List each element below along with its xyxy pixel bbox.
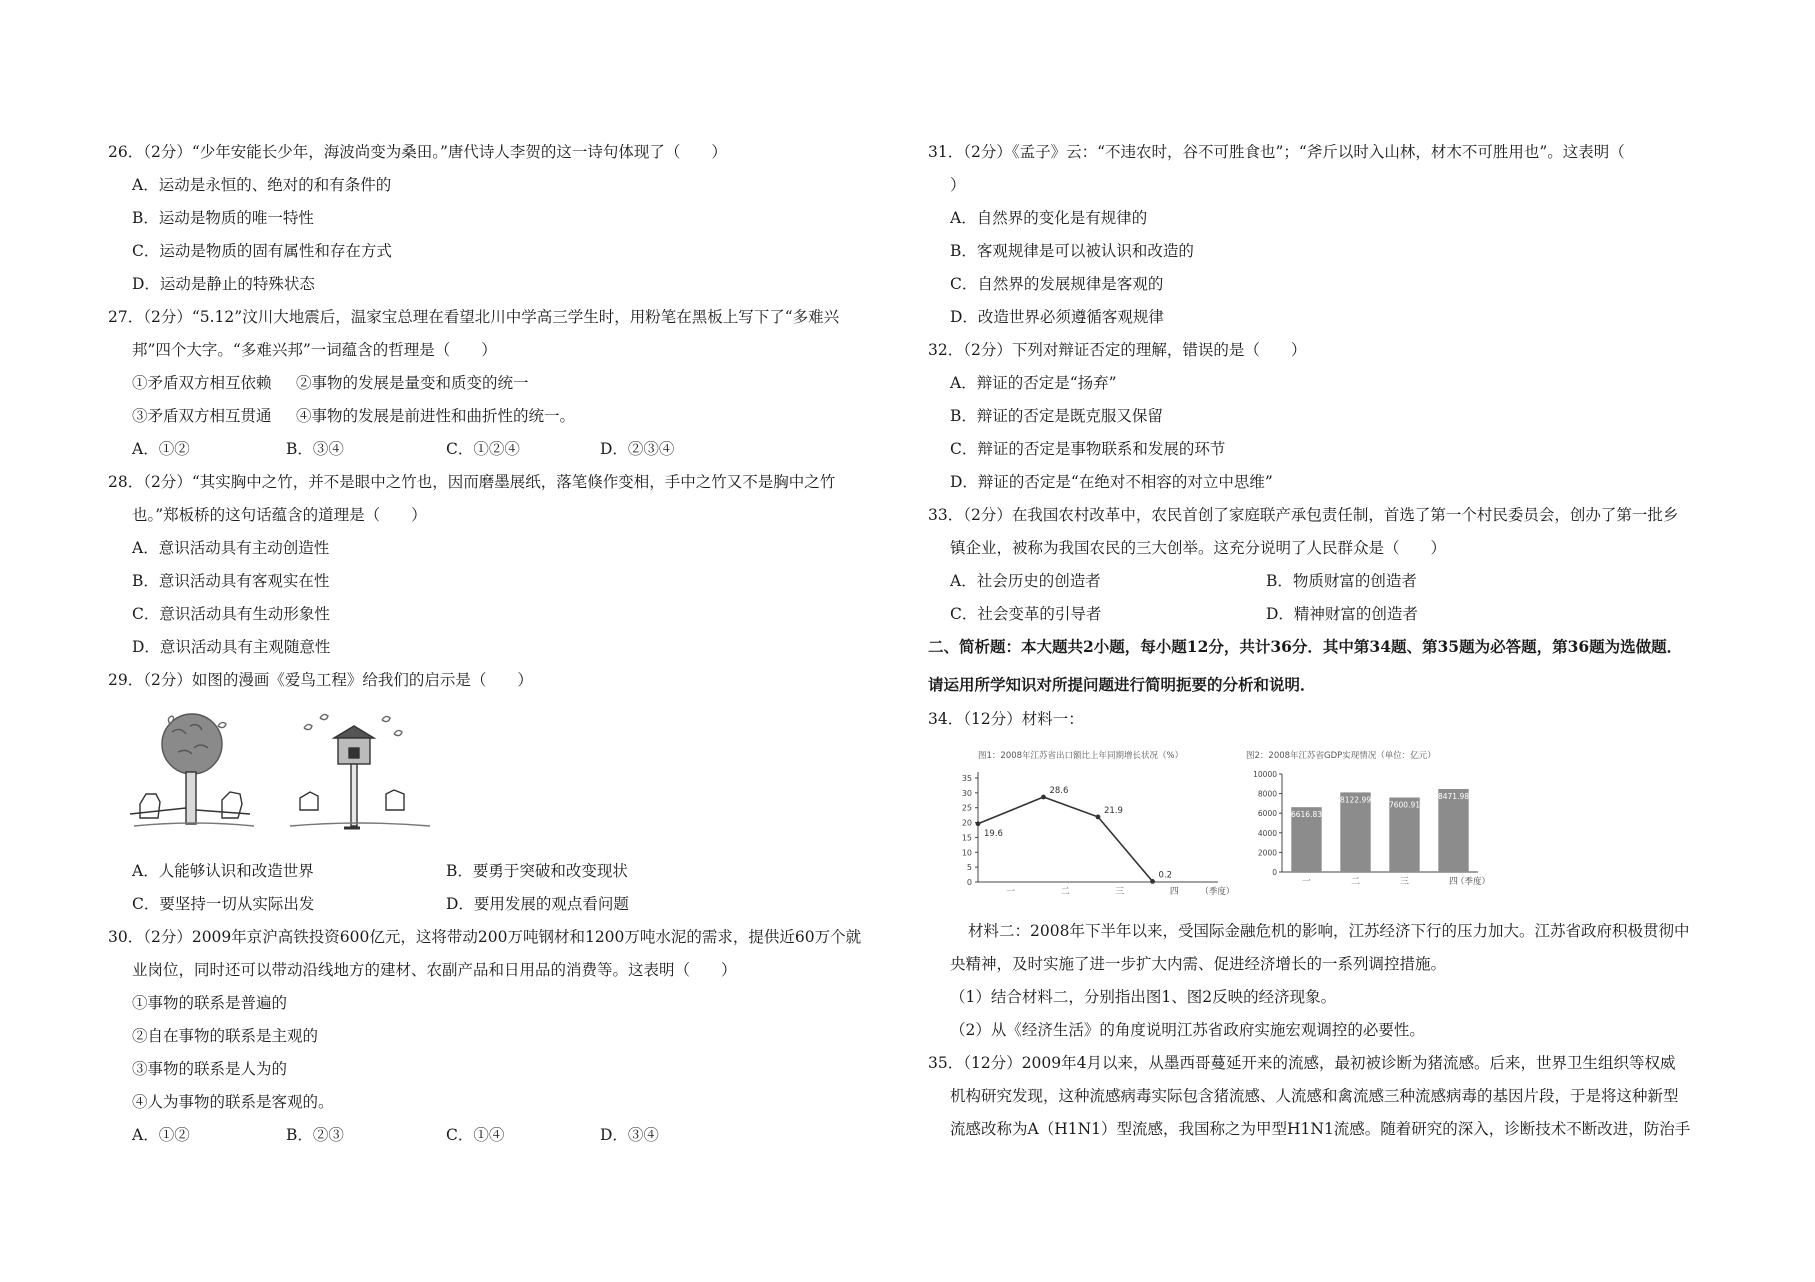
chart2-y-tick-label: 10000	[1253, 770, 1277, 779]
q30-statement-1: ①事物的联系是普遍的	[132, 994, 288, 1012]
q29-option-b: B．要勇于突破和改变现状	[446, 862, 628, 880]
chart1-y-tick-label: 5	[966, 863, 972, 873]
chart1-x-tick-label: 四	[1169, 887, 1179, 896]
chart1-data-label: 28.6	[1049, 786, 1069, 797]
chart1-x-tick-label: 三	[1115, 887, 1125, 896]
chart2-x-unit-label: （季度）	[1456, 877, 1491, 887]
chart1-point	[1041, 795, 1046, 800]
q29-option-c: C．要坚持一切从实际出发	[132, 895, 315, 913]
q27-stem-line1: 27．（2分）“5.12”汶川大地震后，温家宝总理在看望北川中学高三学生时，用粉笔在黑板上写下了“多难兴	[108, 308, 840, 326]
q34-part-2: （2）从《经济生活》的角度说明江苏省政府实施宏观调控的必要性。	[950, 1021, 1425, 1039]
q30-option-b: B．②③	[286, 1126, 344, 1144]
q32-option-b: B．辩证的否定是既克服又保留	[950, 407, 1163, 425]
q30-stem-line2: 业岗位，同时还可以带动沿线地方的建材、农副产品和日用品的消费等。这表明（ ）	[132, 961, 737, 979]
q34-material2-line1: 材料二：2008年下半年以来，受国际金融危机的影响，江苏经济下行的压力加大。江苏省政府积极贯彻中	[968, 922, 1690, 940]
q28-stem-line2: 也。”郑板桥的这句话蕴含的道理是（ ）	[132, 506, 427, 524]
chart2-data-label: 7600.91	[1388, 800, 1421, 810]
q35-line1: 35．（12分）2009年4月以来，从墨西哥蔓延开来的流感，最初被诊断为猪流感。后来，世界卫生组织等权威	[928, 1054, 1676, 1072]
chart2-data-label: 6616.83	[1290, 810, 1323, 820]
q35-line2: 机构研究发现，这种流感病毒实际包含猪流感、人流感和禽流感三种流感病毒的基因片段，于是将这种新型	[950, 1087, 1679, 1105]
chart1-x-tick-label: 一	[1006, 887, 1016, 896]
chart2-bar	[1438, 789, 1468, 872]
q34-material2-line2: 央精神，及时实施了进一步扩大内需、促进经济增长的一系列调控措施。	[950, 955, 1447, 973]
q29-stem: 29．（2分）如图的漫画《爱鸟工程》给我们的启示是（ ）	[108, 671, 533, 689]
q29-option-d: D．要用发展的观点看问题	[446, 895, 629, 913]
q32-stem: 32．（2分）下列对辩证否定的理解，错误的是（ ）	[928, 341, 1307, 359]
q27-option-c: C．①②④	[446, 440, 520, 458]
q31-stem-line1: 31．（2分）《孟子》云：“不违农时，谷不可胜食也”；“斧斤以时入山林，材木不可胜用也”。这表明（	[928, 143, 1625, 161]
chart1-x-tick-label: 二	[1060, 887, 1070, 896]
q26-option-a: A．运动是永恒的、绝对的和有条件的	[132, 176, 392, 194]
chart2-data-label: 8471.98	[1437, 791, 1470, 801]
section-2-line1: 二、简析题：本大题共2小题，每小题12分，共计36分．其中第34题、第35题为必答题，第36题为选做题．	[928, 637, 1683, 656]
chart1-y-tick-label: 30	[961, 788, 972, 798]
q31-stem-line2: ）	[950, 176, 966, 194]
q27-option-a: A．①②	[132, 440, 190, 458]
q31-option-d: D．改造世界必须遵循客观规律	[950, 308, 1164, 326]
q28-option-b: B．意识活动具有客观实在性	[132, 572, 330, 590]
q27-statement-3: ③矛盾双方相互贯通	[132, 407, 272, 425]
chart1-y-tick-label: 0	[966, 878, 972, 887]
q34-stem: 34．（12分）材料一：	[928, 710, 1084, 728]
chart1-y-tick-label: 35	[961, 774, 972, 783]
chart2-y-tick-label: 8000	[1257, 789, 1277, 799]
q26-stem: 26．（2分）“少年安能长少年，海波尚变为桑田。”唐代诗人李贺的这一诗句体现了（ ）	[108, 143, 727, 161]
chart2-x-tick-label: 二	[1350, 877, 1361, 887]
chart1-title: 图1：2008年江苏省出口额比上年同期增长状况（%）	[978, 751, 1184, 761]
chart1-point	[1096, 815, 1101, 820]
chart1-point	[976, 821, 981, 826]
chart1-y-tick-label: 10	[961, 848, 972, 858]
chart2-y-tick-label: 0	[1272, 868, 1277, 877]
q31-option-c: C．自然界的发展规律是客观的	[950, 275, 1164, 293]
chart1-y-tick-label: 20	[961, 818, 972, 828]
q26-option-d: D．运动是静止的特殊状态	[132, 275, 315, 293]
q27-stem-line2: 邦”四个大字。“多难兴邦”一词蕴含的哲理是（ ）	[132, 341, 497, 359]
q31-option-a: A．自然界的变化是有规律的	[950, 209, 1148, 227]
chart1-y-tick-label: 25	[961, 803, 972, 813]
q28-option-c: C．意识活动具有生动形象性	[132, 605, 330, 623]
q28-option-a: A．意识活动具有主动创造性	[132, 539, 330, 557]
chart1-y-tick-label: 15	[961, 833, 972, 843]
q30-statement-2: ②自在事物的联系是主观的	[132, 1027, 319, 1045]
q31-option-b: B．客观规律是可以被认识和改造的	[950, 242, 1194, 260]
gdp-bar-chart	[1238, 736, 1498, 896]
chart2-y-tick-label: 6000	[1257, 809, 1277, 819]
chart2-x-tick-label: 四	[1448, 877, 1459, 887]
export-growth-line-chart	[948, 736, 1238, 896]
q27-option-d: D．②③④	[600, 440, 675, 458]
q32-option-c: C．辩证的否定是事物联系和发展的环节	[950, 440, 1226, 458]
q28-stem-line1: 28．（2分）“其实胸中之竹，并不是眼中之竹也，因而磨墨展纸，落笔倏作变相，手中之竹又不是胸中之竹	[108, 473, 836, 491]
chart1-data-label: 19.6	[984, 828, 1003, 839]
q30-stem-line1: 30．（2分）2009年京沪高铁投资600亿元，这将带动200万吨钢材和1200万吨水泥的需求，提供近60万个就	[108, 928, 862, 946]
q33-option-b: B．物质财富的创造者	[1266, 572, 1417, 590]
chart2-y-tick-label: 2000	[1257, 848, 1277, 858]
q30-option-c: C．①④	[446, 1126, 505, 1144]
q30-option-a: A．①②	[132, 1126, 190, 1144]
chart1-point	[1150, 879, 1155, 884]
q27-option-b: B．③④	[286, 440, 344, 458]
q30-statement-3: ③事物的联系是人为的	[132, 1060, 288, 1078]
chart2-x-tick-label: 三	[1399, 877, 1410, 887]
q33-stem-line2: 镇企业，被称为我国农民的三大创举。这充分说明了人民群众是（ ）	[950, 539, 1447, 557]
q33-option-d: D．精神财富的创造者	[1266, 605, 1418, 623]
chart1-data-label: 21.9	[1104, 805, 1123, 816]
chart1-data-label: 0.2	[1158, 870, 1173, 881]
q33-stem-line1: 33．（2分）在我国农村改革中，农民首创了家庭联产承包责任制，首选了第一个村民委员会，创办了第一批乡	[928, 506, 1679, 524]
q27-statement-2: ②事物的发展是量变和质变的统一	[296, 374, 529, 392]
bird-love-cartoon	[130, 708, 442, 840]
q32-option-d: D．辩证的否定是“在绝对不相容的对立中思维”	[950, 473, 1273, 491]
chart2-y-tick-label: 4000	[1257, 828, 1277, 838]
q27-statement-4: ④事物的发展是前进性和曲折性的统一。	[296, 407, 576, 425]
chart1-series-line	[978, 797, 1153, 881]
q30-statement-4: ④人为事物的联系是客观的。	[132, 1093, 334, 1111]
q32-option-a: A．辩证的否定是“扬弃”	[950, 374, 1117, 392]
q26-option-b: B．运动是物质的唯一特性	[132, 209, 314, 227]
q35-line3: 流感改称为A（H1N1）型流感，我国称之为甲型H1N1流感。随着研究的深入，诊断技术不断改进，防治手	[950, 1120, 1691, 1138]
chart2-title: 图2：2008年江苏省GDP实现情况（单位：亿元）	[1246, 751, 1436, 761]
q27-statement-1: ①矛盾双方相互依赖	[132, 374, 272, 392]
q28-option-d: D．意识活动具有主观随意性	[132, 638, 331, 656]
q33-option-c: C．社会变革的引导者	[950, 605, 1102, 623]
q26-option-c: C．运动是物质的固有属性和存在方式	[132, 242, 392, 260]
chart2-data-label: 8122.99	[1339, 795, 1372, 805]
q34-part-1: （1）结合材料二，分别指出图1、图2反映的经济现象。	[950, 988, 1337, 1006]
q30-option-d: D．③④	[600, 1126, 659, 1144]
q29-option-a: A．人能够认识和改造世界	[132, 862, 314, 880]
q33-option-a: A．社会历史的创造者	[950, 572, 1101, 590]
chart2-x-tick-label: 一	[1301, 877, 1312, 887]
section-2-line2: 请运用所学知识对所提问题进行简明扼要的分析和说明．	[928, 675, 1316, 694]
chart1-x-unit-label: （季度）	[1200, 887, 1235, 896]
